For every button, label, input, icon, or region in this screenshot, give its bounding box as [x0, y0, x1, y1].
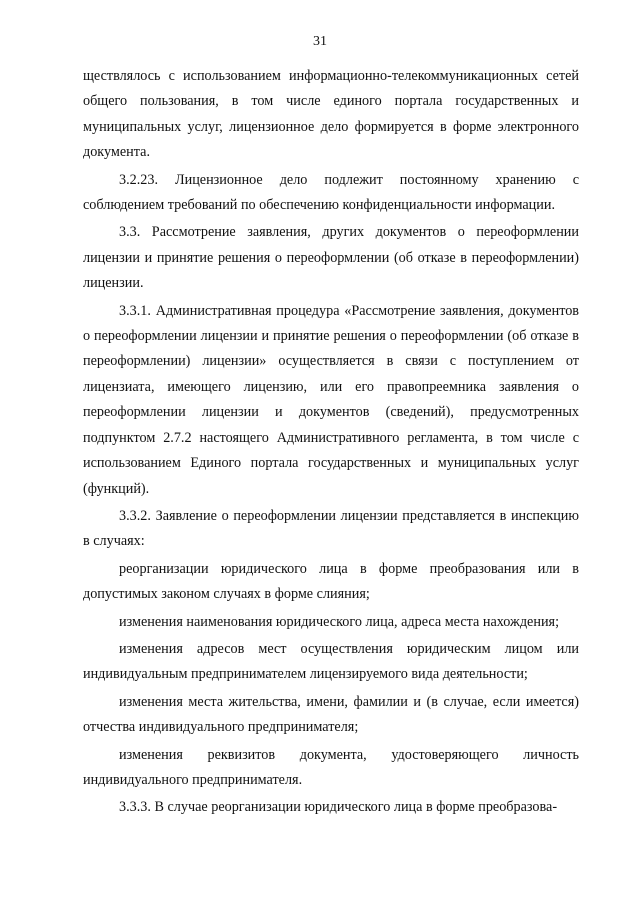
paragraph: 3.3. Рассмотрение заявления, других документов о переоформлении лицензии и принятие решения о переоформлении (об отказе в переоформлении) лицензии.	[83, 224, 579, 292]
body-text	[83, 64, 579, 821]
paragraph: реорганизации юридического лица в форме преобразования или в допустимых законом случаях в форме слияния;	[83, 560, 579, 603]
paragraph: изменения места жительства, имени, фамилии и (в случае, если имеется) отчества индивидуального предпринимателя;	[83, 693, 579, 736]
paragraph: ществлялось с использованием информационно-телекоммуникационных сетей общего пользования, в том числе единого портала государственных и муниципальных услуг, лицензионное дело формируется в форме электронного документа.	[83, 68, 579, 161]
paragraph: изменения наименования юридического лица, адреса места нахождения;	[119, 613, 560, 630]
paragraph: 3.3.3. В случае реорганизации юридического лица в форме преобразова-	[119, 799, 558, 816]
paragraph: 3.3.1. Административная процедура «Рассмотрение заявления, документов о переоформлении лицензии и принятие решения о переоформлении (об отказе в переоформлении) лицензии» осуществляется в связи с поступлением от лицензиата, имеющего лицензию, или его правопреемника заявления о переоформлении лицензии и документов (сведений), предусмотренных подпунктом 2.7.2 настоящего Административного регламента, в том числе с использованием Единого портала государственных и муниципальных услуг (функций).	[83, 302, 579, 497]
paragraph: изменения адресов мест осуществления юридическим лицом или индивидуальным предпринимателем лицензируемого вида деятельности;	[83, 640, 579, 683]
paragraph: 3.3.2. Заявление о переоформлении лицензии представляется в инспекцию в случаях:	[83, 507, 579, 550]
page-number: 31	[313, 34, 327, 49]
paragraph: изменения реквизитов документа, удостоверяющего личность индивидуального предпринимателя.	[83, 746, 579, 788]
paragraph: 3.2.23. Лицензионное дело подлежит постоянному хранению с соблюдением требований по обеспечению конфиденциальности информации.	[83, 171, 579, 214]
